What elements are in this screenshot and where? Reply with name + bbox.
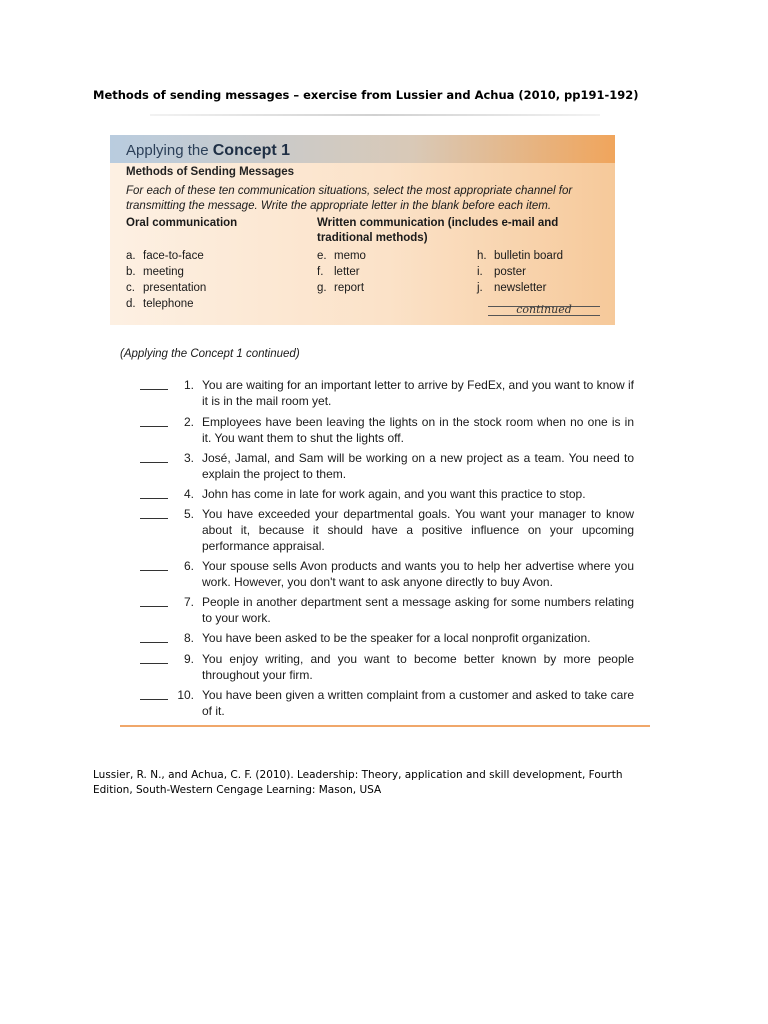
- option-b: b. meeting: [126, 266, 184, 278]
- option-d: d. telephone: [126, 298, 194, 310]
- answer-blank[interactable]: [140, 450, 168, 463]
- oral-heading: Oral communication: [126, 217, 238, 229]
- scan-artifact-line: [150, 114, 600, 116]
- concept-instructions: For each of these ten communication situations, select the most appropriate channel for transmitting the message. Write the appropriate letter in the blank before each item.: [126, 185, 573, 212]
- answer-blank[interactable]: [140, 594, 168, 607]
- concept-title: [126, 142, 290, 160]
- page-title: Methods of sending messages – exercise from Lussier and Achua (2010, pp191-192): [93, 88, 639, 102]
- option-h: h. bulletin board: [477, 250, 564, 262]
- option-j: j. newsletter: [477, 282, 547, 294]
- answer-blank[interactable]: [140, 630, 168, 643]
- concept-header-bar: [110, 135, 615, 163]
- option-a: a. face-to-face: [126, 250, 204, 262]
- option-e: e. memo: [317, 250, 366, 262]
- option-i: i. poster: [477, 266, 526, 278]
- option-c: c. presentation: [126, 282, 207, 294]
- written-heading: Written communication (includes e-mail and traditional methods): [317, 217, 559, 244]
- answer-blank[interactable]: [140, 486, 168, 499]
- concept-title-bold: Concept 1: [212, 142, 291, 159]
- answer-blank[interactable]: [140, 377, 168, 390]
- concept-box: [110, 135, 615, 325]
- concept-title-prefix: Applying the: [126, 142, 209, 159]
- continued-label: (Applying the Concept 1 continued): [120, 348, 300, 360]
- answer-blank[interactable]: [140, 558, 168, 571]
- bottom-rule: [120, 725, 650, 727]
- option-g: g. report: [317, 282, 365, 294]
- continued-mark: continued: [488, 306, 600, 316]
- answer-blank[interactable]: [140, 687, 168, 700]
- answer-blank[interactable]: [140, 506, 168, 519]
- answer-blank[interactable]: [140, 414, 168, 427]
- citation: Lussier, R. N., and Achua, C. F. (2010). Leadership: Theory, application and skill development, Fourth Edition, South-Western Cengage Learning: Mason, USA: [93, 769, 623, 796]
- concept-heading: Methods of Sending Messages: [126, 166, 295, 178]
- option-f: f. letter: [317, 266, 360, 278]
- answer-blank[interactable]: [140, 651, 168, 664]
